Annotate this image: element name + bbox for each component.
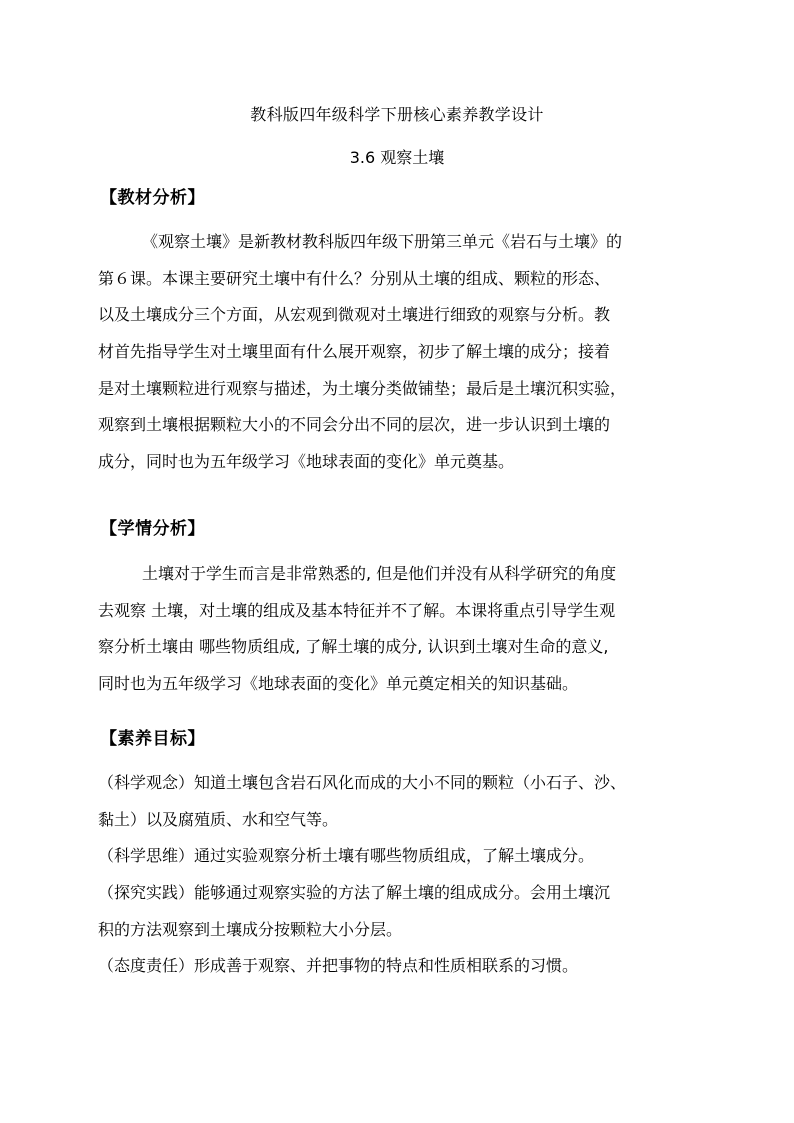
paragraph-line: 同时也为五年级学习《地球表面的变化》单元奠定相关的知识基础。 (98, 674, 579, 694)
section-heading-competency-goals: 【素养目标】 (100, 729, 205, 749)
paragraph-line: 去观察 土壤，对土壤的组成及基本特征并不了解。本课将重点引导学生观 (98, 600, 616, 620)
section-body-learner-analysis (98, 556, 698, 703)
paragraph-line: 《观察土壤》是新教材教科版四年级下册第三单元《岩石与土壤》的 (142, 232, 623, 251)
lesson-title: 3.6 观察土壤 (349, 148, 445, 167)
paragraph-line: 成分，同时也为五年级学习《地球表面的变化》单元奠基。 (98, 452, 515, 472)
paragraph-line: 察分析土壤由 哪些物质组成, 了解土壤的成分, 认识到土壤对生命的意义, (98, 637, 609, 657)
paragraph-line: 材首先指导学生对土壤里面有什么展开观察，初步了解土壤的成分；接着 (98, 342, 611, 362)
paragraph-line: 第６课。本课主要研究土壤中有什么？分别从土壤的组成、颗粒的形态、 (98, 268, 611, 288)
paragraph-line: 以及土壤成分三个方面，从宏观到微观对土壤进行细致的观察与分析。教 (98, 305, 611, 325)
paragraph-line: 是对土壤颗粒进行观察与描述，为土壤分类做铺垫；最后是土壤沉积实验， (98, 378, 627, 398)
paragraph-line: 黏土）以及腐殖质、水和空气等。 (98, 809, 339, 829)
section-body-textbook-analysis (98, 224, 698, 481)
paragraph-line: （探究实践）能够通过观察实验的方法了解土壤的组成成分。会用土壤沉 (98, 883, 611, 903)
paragraph-line: 土壤对于学生而言是非常熟悉的, 但是他们并没有从科学研究的角度 (142, 564, 617, 583)
section-body-competency-goals (98, 765, 698, 985)
document-title: 教科版四年级科学下册核心素养教学设计 (250, 105, 544, 124)
paragraph-line: （态度责任）形成善于观察、并把事物的特点和性质相联系的习惯。 (98, 956, 579, 976)
section-heading-learner-analysis: 【学情分析】 (100, 519, 205, 539)
section-heading-textbook-analysis: 【教材分析】 (100, 188, 205, 208)
paragraph-line: 积的方法观察到土壤成分按颗粒大小分层。 (98, 919, 403, 939)
paragraph-line: （科学观念）知道土壤包含岩石风化而成的大小不同的颗粒（小石子、沙、 (98, 773, 627, 792)
paragraph-line: 观察到土壤根据颗粒大小的不同会分出不同的层次，进一步认识到土壤的 (98, 415, 611, 435)
paragraph-line: （科学思维）通过实验观察分析土壤有哪些物质组成，了解土壤成分。 (98, 846, 595, 866)
